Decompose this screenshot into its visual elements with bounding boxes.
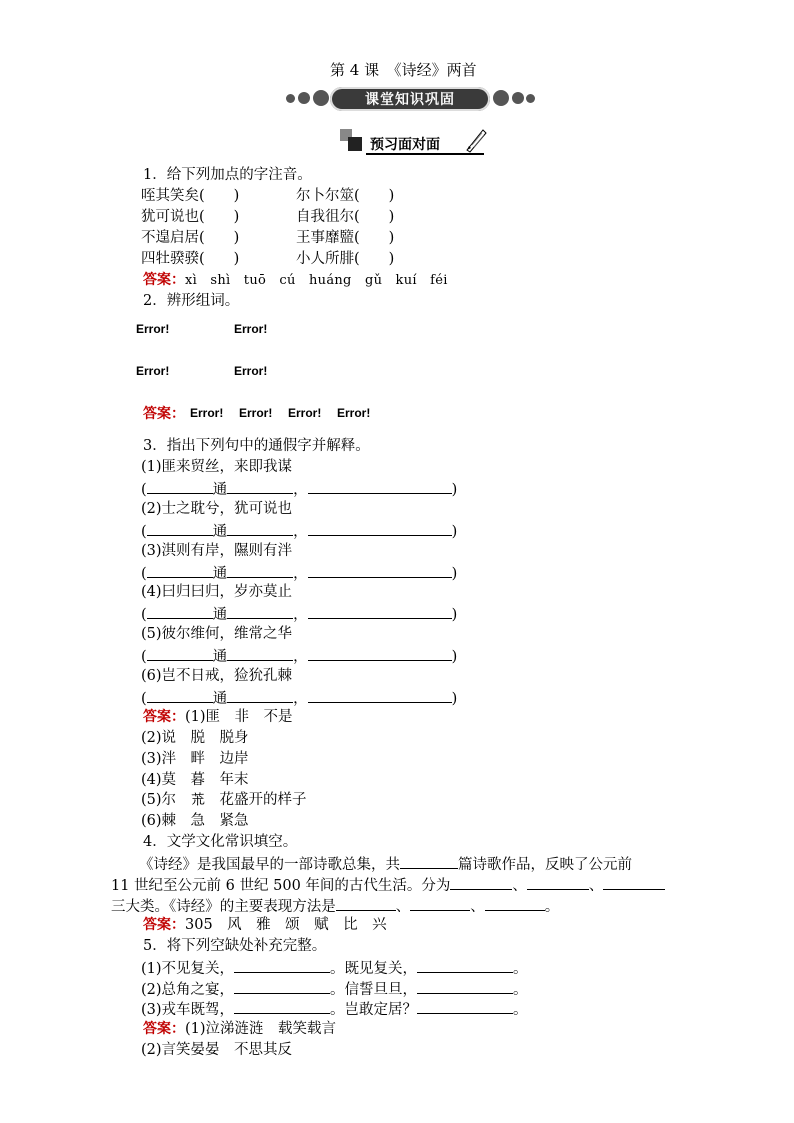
banner-dot-icon [512, 92, 524, 104]
q1-item: 王事靡盬( ) [296, 230, 395, 246]
q5-item: (3)戎车既驾， 。岂敢定居？ 。 [141, 998, 528, 1020]
q3-item: (2)士之耽兮，犹可说也 [141, 501, 293, 517]
q4-prompt: 4．文学文化常识填空。 [143, 834, 298, 850]
q3-blank-line: ( 通 ， ) [141, 478, 457, 500]
q4-line: 《诗经》是我国最早的一部诗歌总集，共 篇诗歌作品，反映了公元前 [139, 853, 632, 875]
section-underline [366, 153, 484, 155]
answer-label: 答案： [143, 272, 185, 288]
error-text: Error! [190, 406, 224, 420]
q1-item: 自我徂尔( ) [296, 209, 395, 225]
q1-item: 小人所腓( ) [296, 251, 395, 267]
answer-text: (5)尔 𦬸 花盛开的样子 [141, 792, 307, 808]
answer-label: 答案： [143, 1021, 185, 1037]
answer-text: (2)言笑晏晏 不思其反 [141, 1042, 293, 1058]
banner-title: 课堂知识巩固 [365, 92, 455, 108]
q3-item: (6)岂不日戒，猃狁孔棘 [141, 668, 293, 684]
error-text: Error! [234, 364, 268, 378]
q2-answer [143, 404, 185, 424]
q1-item: 四牡骙骙( ) [141, 251, 240, 267]
q3-answer [143, 707, 293, 727]
section-heading-label: 预习面对面 [370, 137, 440, 153]
q3-item: (5)彼尔维何，维常之华 [141, 626, 293, 642]
error-text: Error! [337, 406, 371, 420]
q3-blank-line: ( 通 ， ) [141, 562, 457, 584]
q4-line: 三大类。《诗经》的主要表现方法是 、 、 。 [111, 895, 559, 917]
q4-line: 11 世纪至公元前 6 世纪 500 年间的古代生活。分为 、 、 [111, 874, 665, 896]
answer-text: (3)泮 畔 边岸 [141, 751, 249, 767]
error-text: Error! [136, 322, 170, 336]
q1-item: 尔卜尔筮( ) [296, 188, 395, 204]
q5-item: (1)不见复关， 。既见复关， 。 [141, 957, 528, 979]
banner-pill [330, 87, 490, 111]
banner-dot-icon [286, 94, 295, 103]
q3-blank-line: ( 通 ， ) [141, 645, 457, 667]
q3-item: (3)淇则有岸，隰则有泮 [141, 543, 293, 559]
q3-blank-line: ( 通 ， ) [141, 603, 457, 625]
error-text: Error! [239, 406, 273, 420]
q1-prompt: 1．给下列加点的字注音。 [143, 167, 312, 183]
pen-icon [464, 127, 488, 153]
banner-dot-icon [313, 90, 329, 106]
q4-answer [143, 915, 387, 935]
answer-text: (6)棘 急 紧急 [141, 813, 249, 829]
q3-blank-line: ( 通 ， ) [141, 687, 457, 709]
error-text: Error! [288, 406, 322, 420]
answer-label: 答案： [143, 709, 185, 725]
q5-item: (2)总角之宴， 。信誓旦旦， 。 [141, 978, 528, 1000]
answer-text: xì shì tuō cú huáng gǔ kuí féi [185, 273, 448, 288]
q2-prompt: 2．辨形组词。 [143, 293, 240, 309]
q1-answer [143, 270, 448, 291]
q1-item: 不遑启居( ) [141, 230, 240, 246]
error-text: Error! [136, 364, 170, 378]
answer-text: (1)泣涕涟涟 载笑载言 [185, 1021, 337, 1037]
section-heading [340, 129, 490, 159]
q3-blank-line: ( 通 ， ) [141, 520, 457, 542]
banner-dot-icon [298, 92, 310, 104]
error-text: Error! [234, 322, 268, 336]
q1-item: 咥其笑矣( ) [141, 188, 240, 204]
q3-item: (1)匪来贸丝，来即我谋 [141, 459, 293, 475]
q5-prompt: 5．将下列空缺处补充完整。 [143, 938, 327, 954]
square-icon [348, 137, 362, 151]
banner-dot-icon [493, 90, 509, 106]
answer-text: 305 风 雅 颂 赋 比 兴 [185, 917, 387, 933]
q3-item: (4)曰归曰归，岁亦莫止 [141, 584, 293, 600]
answer-text: (1)匪 非 不是 [185, 709, 293, 725]
answer-label: 答案： [143, 406, 185, 422]
answer-text: (2)说 脱 脱身 [141, 730, 249, 746]
lesson-title: 第 4 课 《诗经》两首 [330, 61, 477, 79]
answer-label: 答案： [143, 917, 185, 933]
q5-answer [143, 1019, 336, 1039]
q1-item: 犹可说也( ) [141, 209, 240, 225]
banner-dot-icon [526, 94, 535, 103]
answer-text: (4)莫 暮 年末 [141, 772, 249, 788]
q3-prompt: 3．指出下列句中的通假字并解释。 [143, 438, 370, 454]
section-banner [286, 87, 536, 111]
